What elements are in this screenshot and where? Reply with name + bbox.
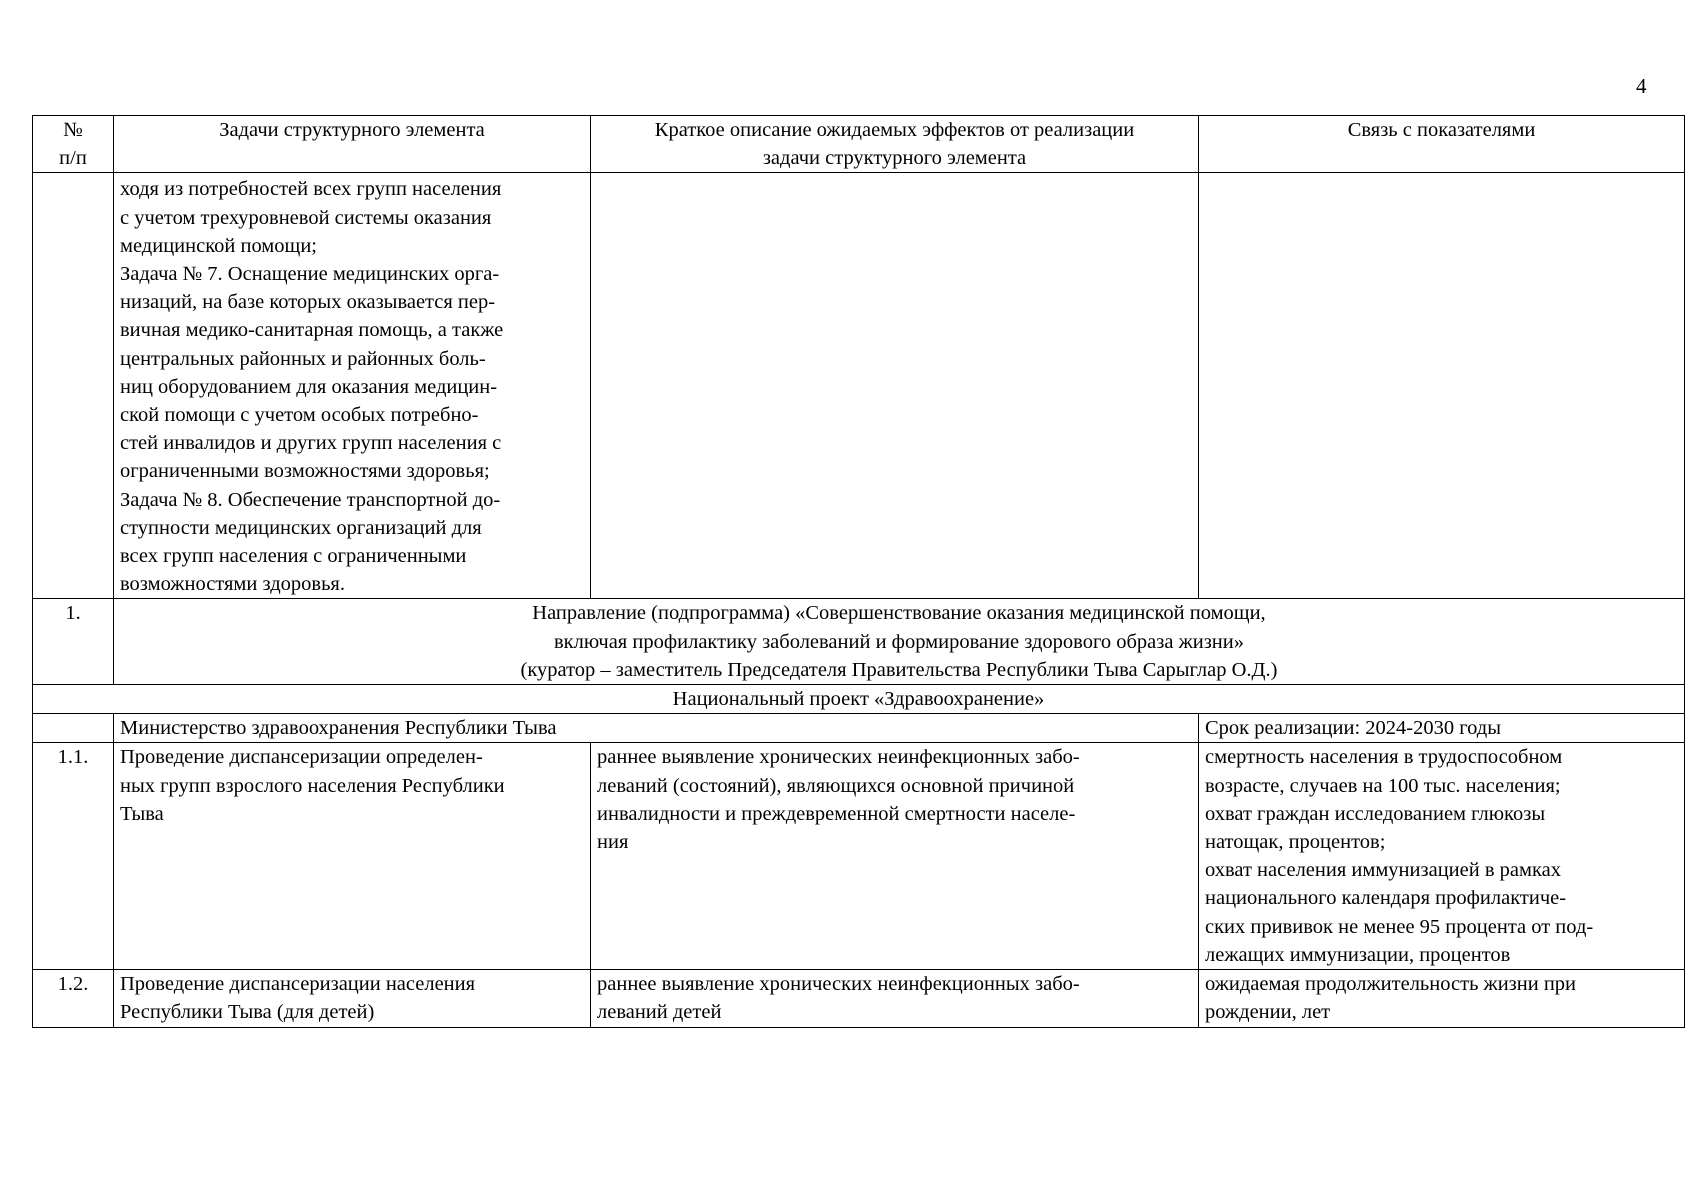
national-project-title: Национальный проект «Здравоохранение»	[33, 685, 1685, 714]
row-effect-line: леваний детей	[597, 1001, 722, 1024]
row-task	[114, 743, 591, 970]
task-text-line: ступности медицинских организаций для	[120, 516, 482, 539]
row-indicator-line: лежащих иммунизации, процентов	[1205, 943, 1511, 966]
row-task-line: Республики Тыва (для детей)	[120, 1001, 375, 1024]
row-task-line: Проведение диспансеризации определен-	[120, 746, 483, 769]
task-text-line: стей инвалидов и других групп населения с	[120, 432, 502, 455]
national-project-row	[33, 685, 1685, 714]
direction-title-line: Направление (подпрограмма) «Совершенствование оказания медицинской помощи,	[532, 602, 1266, 625]
row-indicators	[1199, 743, 1685, 970]
row-indicator-line: ских прививок не менее 95 процента от под-	[1205, 915, 1594, 938]
header-effects-line: задачи структурного элемента	[762, 147, 1027, 170]
task-text-line: низаций, на базе которых оказывается пер-	[120, 291, 496, 314]
row-indicator-line: ожидаемая продолжительность жизни при	[1205, 973, 1577, 996]
row-indicator-line: национального календаря профилактиче-	[1205, 887, 1567, 910]
row-indicators	[1199, 970, 1685, 1027]
table-row	[33, 970, 1685, 1027]
direction-title-line: (куратор – заместитель Председателя Правительства Республики Тыва Сарыглар О.Д.)	[520, 658, 1278, 681]
continuation-tasks-cell	[114, 173, 591, 599]
header-num	[33, 116, 114, 173]
row-indicator-line: смертность населения в трудоспособном	[1205, 746, 1563, 769]
task-text-line: ходя из потребностей всех групп населения	[120, 178, 502, 201]
task-text-line: Задача № 8. Обеспечение транспортной до-	[120, 488, 501, 511]
direction-title-line: включая профилактику заболеваний и формирование здорового образа жизни»	[554, 630, 1244, 653]
row-effect-line: инвалидности и преждевременной смертности населе-	[597, 802, 1076, 825]
continuation-row	[33, 173, 1685, 599]
direction-num: 1.	[33, 599, 114, 685]
ministry-term: Срок реализации: 2024-2030 годы	[1199, 714, 1685, 743]
ministry-num-cell	[33, 714, 114, 743]
row-effect	[591, 970, 1199, 1027]
row-indicator-line: рождении, лет	[1205, 1001, 1331, 1024]
row-effect	[591, 743, 1199, 970]
row-indicator-line: охват граждан исследованием глюкозы	[1205, 802, 1546, 825]
continuation-num-cell	[33, 173, 114, 599]
header-tasks: Задачи структурного элемента	[114, 116, 591, 173]
row-task-line: Тыва	[120, 802, 164, 825]
continuation-effects-cell	[591, 173, 1199, 599]
header-indicators: Связь с показателями	[1199, 116, 1685, 173]
header-effects	[591, 116, 1199, 173]
task-text-line: всех групп населения с ограниченными	[120, 545, 467, 568]
row-indicator-line: натощак, процентов;	[1205, 831, 1386, 854]
task-text-line: центральных районных и районных боль-	[120, 347, 486, 370]
row-indicator-line: возрасте, случаев на 100 тыс. населения;	[1205, 774, 1561, 797]
task-text-line: медицинской помощи;	[120, 234, 317, 257]
row-task-line: ных групп взрослого населения Республики	[120, 774, 505, 797]
header-effects-line: Краткое описание ожидаемых эффектов от реализации	[654, 119, 1135, 141]
task-text-line: ниц оборудованием для оказания медицин-	[120, 375, 498, 398]
row-num: 1.2.	[33, 970, 114, 1027]
task-text-line: Задача № 7. Оснащение медицинских орга-	[120, 263, 500, 286]
direction-title	[114, 599, 1685, 685]
direction-row	[33, 599, 1685, 685]
row-num: 1.1.	[33, 743, 114, 970]
task-text-line: возможностями здоровья.	[120, 573, 345, 596]
ministry-name: Министерство здравоохранения Республики Тыва	[114, 714, 1199, 743]
header-num-line: п/п	[59, 147, 87, 170]
task-text-line: ской помощи с учетом особых потребно-	[120, 404, 479, 427]
header-num-line: №	[63, 119, 83, 141]
task-text-line: вичная медико-санитарная помощь, а также	[120, 319, 504, 342]
ministry-row	[33, 714, 1685, 743]
task-text-line: ограниченными возможностями здоровья;	[120, 460, 490, 483]
row-task	[114, 970, 591, 1027]
row-effect-line: раннее выявление хронических неинфекционных забо-	[597, 746, 1080, 769]
row-effect-line: ния	[597, 831, 629, 854]
structural-element-table	[32, 115, 1685, 1028]
task-text-line: с учетом трехуровневой системы оказания	[120, 206, 492, 229]
continuation-indicators-cell	[1199, 173, 1685, 599]
row-task-line: Проведение диспансеризации населения	[120, 973, 476, 996]
table-row	[33, 743, 1685, 970]
header-row	[33, 116, 1685, 173]
row-effect-line: раннее выявление хронических неинфекционных забо-	[597, 973, 1080, 996]
row-indicator-line: охват населения иммунизацией в рамках	[1205, 859, 1561, 882]
page-number: 4	[1636, 74, 1647, 98]
row-effect-line: леваний (состояний), являющихся основной причиной	[597, 774, 1075, 797]
